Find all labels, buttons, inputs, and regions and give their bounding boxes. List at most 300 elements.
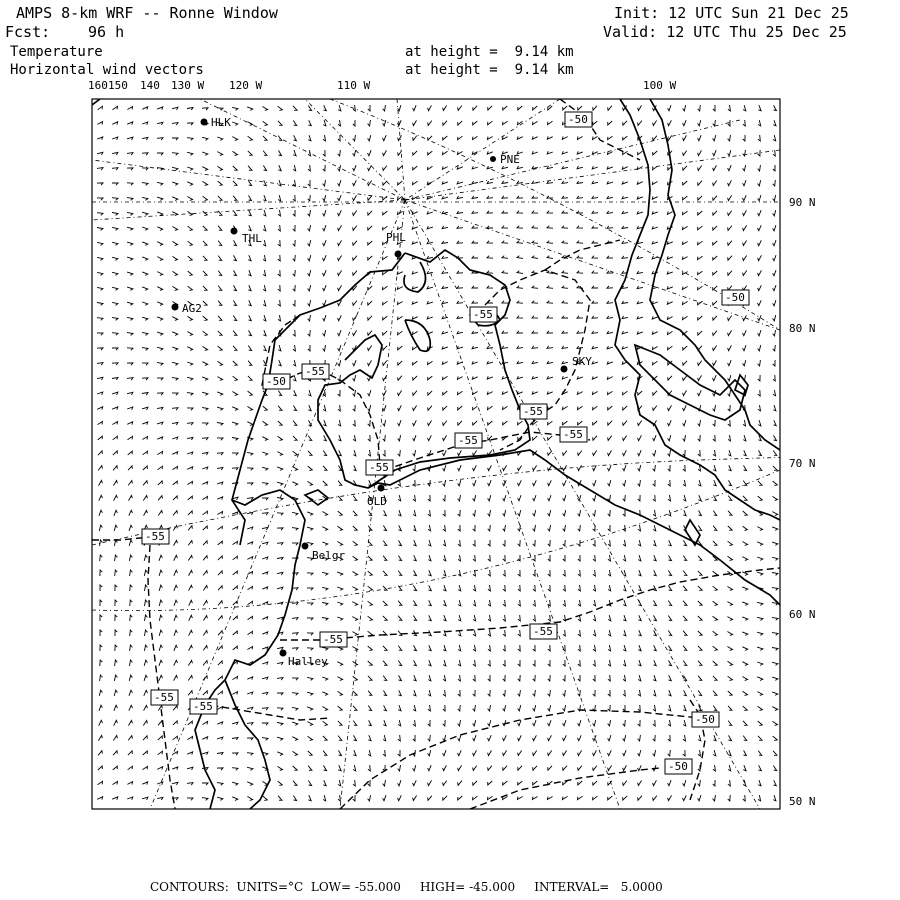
wind-vector: [653, 406, 657, 411]
wind-vector: [203, 316, 208, 320]
wind-vector: [458, 705, 461, 711]
wind-vector: [353, 691, 357, 695]
wind-vector: [458, 675, 461, 681]
wind-vector: [115, 660, 118, 666]
wind-vector: [668, 571, 671, 576]
wind-vector: [293, 360, 296, 366]
wind-vector: [292, 573, 298, 575]
wind-vector: [248, 601, 253, 604]
wind-vector: [548, 645, 550, 651]
wind-vector: [368, 750, 371, 756]
wind-vector: [368, 150, 372, 156]
wind-vector: [142, 302, 148, 305]
wind-vector: [278, 285, 280, 291]
wind-vector: [698, 676, 702, 681]
wind-vector: [547, 316, 553, 318]
wind-vector: [547, 136, 552, 139]
wind-vector: [144, 660, 147, 666]
wind-vector: [203, 496, 208, 499]
wind-vector: [743, 271, 747, 276]
wind-vector: [323, 451, 326, 456]
wind-vector: [608, 421, 612, 425]
wind-vector: [698, 150, 702, 155]
wind-vector: [203, 286, 207, 290]
wind-vector: [157, 257, 162, 261]
wind-vector: [593, 675, 595, 681]
wind-vector: [428, 600, 431, 605]
wind-vector: [682, 287, 687, 290]
wind-vector: [728, 375, 731, 381]
wind-vector: [232, 782, 238, 785]
wind-vector: [577, 151, 583, 154]
wind-vector: [758, 135, 760, 141]
wind-vector: [683, 750, 685, 756]
wind-vector: [772, 527, 778, 531]
wind-vector: [323, 315, 326, 321]
wind-vector: [322, 512, 327, 516]
wind-vector: [503, 495, 506, 501]
wind-vector: [428, 780, 432, 785]
wind-vector: [368, 676, 372, 680]
wind-vector: [442, 196, 448, 199]
wind-vector: [292, 618, 298, 621]
wind-vector: [413, 376, 417, 380]
wind-vector: [713, 165, 717, 170]
wind-vector: [218, 661, 222, 665]
wind-vector: [368, 616, 373, 620]
wind-vector: [713, 450, 716, 456]
wind-vector: [368, 631, 373, 635]
wind-vector: [413, 361, 418, 365]
wind-vector: [188, 511, 192, 515]
wind-vector: [398, 376, 402, 381]
wind-vector: [457, 301, 463, 303]
wind-vector: [668, 646, 671, 651]
wind-vector: [742, 677, 747, 681]
wind-vector: [142, 137, 148, 140]
wind-vector: [157, 122, 163, 125]
wind-vector: [233, 181, 237, 186]
wind-vector: [713, 405, 716, 411]
wind-vector: [307, 527, 313, 530]
wind-vector: [488, 465, 492, 470]
wind-vector: [368, 105, 370, 111]
wind-vector: [158, 721, 162, 726]
wind-vector: [578, 495, 581, 501]
wind-vector: [533, 495, 536, 501]
wind-vector: [532, 361, 538, 364]
wind-vector: [592, 346, 598, 349]
wind-vector: [158, 481, 162, 485]
wind-vector: [593, 436, 597, 441]
wind-vector: [652, 182, 657, 185]
wind-vector: [578, 421, 583, 425]
wind-vector: [308, 405, 311, 411]
wind-vector: [532, 211, 538, 213]
wind-vector: [458, 750, 462, 755]
wind-vector: [338, 240, 342, 245]
wind-vector: [142, 317, 148, 320]
wind-vector: [682, 226, 687, 229]
wind-vector: [353, 526, 357, 530]
wind-vector: [248, 285, 251, 291]
wind-vector: [698, 661, 702, 666]
wind-vector: [487, 241, 493, 243]
wind-vector: [698, 241, 703, 245]
wind-vector: [503, 540, 505, 546]
wind-vector: [277, 543, 283, 545]
wind-vector: [563, 421, 568, 425]
wind-vector: [443, 435, 447, 440]
wind-vector: [142, 348, 148, 351]
station-marker-sky: [561, 366, 568, 373]
wind-vector: [337, 542, 342, 546]
wind-vector: [653, 780, 657, 785]
wind-vector: [233, 361, 237, 365]
wind-vector: [698, 226, 703, 230]
wind-vector: [113, 436, 118, 440]
wind-vector: [353, 676, 358, 680]
wind-vector: [115, 615, 117, 621]
wind-vector: [292, 722, 298, 725]
wind-vector: [638, 421, 642, 426]
wind-vector: [458, 585, 461, 591]
wind-vector: [338, 780, 341, 786]
wind-vector: [293, 406, 296, 411]
wind-vector: [203, 661, 207, 666]
wind-vector: [218, 256, 222, 261]
station-ag2: AG2: [182, 302, 202, 315]
wind-vector: [383, 150, 387, 155]
contour-label: -55: [458, 434, 478, 447]
wind-vector: [157, 393, 163, 395]
wind-vector: [503, 585, 505, 591]
wind-vector: [638, 105, 642, 110]
wind-vector: [727, 617, 732, 621]
wind-vector: [218, 331, 222, 335]
wind-vector: [144, 705, 148, 710]
wind-vector: [323, 736, 327, 740]
wind-vector: [157, 347, 163, 350]
wind-vector: [608, 615, 611, 621]
wind-vector: [593, 585, 596, 591]
wind-vector: [443, 376, 448, 379]
wind-vector: [263, 225, 266, 231]
wind-vector: [758, 270, 762, 275]
contour-label: -55: [563, 428, 583, 441]
wind-vector: [668, 435, 671, 441]
wind-vector: [623, 555, 626, 561]
wind-vector: [562, 271, 568, 274]
wind-vector: [277, 708, 283, 711]
wind-vector: [518, 510, 521, 516]
wind-vector: [774, 435, 777, 440]
wind-vector: [713, 360, 717, 365]
wind-vector: [443, 765, 447, 770]
wind-vector: [442, 301, 448, 304]
wind-vector: [278, 436, 283, 440]
wind-vector: [458, 781, 462, 786]
wind-vector: [323, 345, 326, 351]
wind-vector: [562, 241, 568, 244]
wind-vector: [262, 467, 268, 470]
wind-vector: [293, 240, 296, 246]
wind-vector: [488, 585, 491, 591]
wind-vector: [323, 330, 326, 336]
wind-vector: [202, 783, 208, 785]
wind-vector: [503, 630, 505, 636]
wind-vector: [758, 240, 762, 245]
wind-vector: [683, 166, 687, 170]
wind-vector: [488, 600, 491, 606]
wind-vector: [488, 645, 491, 651]
wind-vector: [532, 241, 538, 244]
wind-vector: [398, 690, 401, 695]
wind-vector: [548, 751, 552, 756]
wind-vector: [277, 752, 282, 756]
wind-vector: [248, 616, 253, 619]
wind-vector: [157, 272, 162, 276]
wind-vector: [368, 256, 372, 260]
wind-vector: [143, 736, 147, 740]
station-marker-halley: [280, 650, 287, 657]
wind-vector: [398, 420, 401, 426]
wind-vector: [443, 510, 445, 516]
wind-vector: [548, 660, 550, 666]
wind-vector: [383, 556, 387, 561]
wind-vector: [157, 451, 162, 454]
wind-vector: [698, 735, 701, 741]
wind-vector: [743, 105, 746, 111]
wind-vector: [263, 180, 266, 185]
wind-vector: [758, 736, 762, 741]
wind-vector: [142, 153, 148, 155]
wind-vector: [728, 691, 732, 695]
wind-vector: [743, 721, 747, 726]
wind-vector: [232, 407, 238, 411]
wind-vector: [172, 752, 177, 755]
wind-vector: [683, 465, 685, 471]
wind-vector: [713, 780, 715, 786]
wind-vector: [383, 601, 387, 605]
wind-vector: [683, 735, 686, 741]
wind-vector: [129, 510, 133, 515]
wind-vector: [218, 241, 222, 246]
wind-vector: [638, 705, 640, 711]
wind-vector: [548, 705, 551, 711]
wind-vector: [563, 510, 566, 516]
wind-vector: [353, 211, 357, 216]
wind-vector: [518, 615, 520, 621]
wind-vector: [547, 286, 553, 289]
wind-vector: [368, 765, 370, 771]
wind-vector: [100, 630, 102, 636]
wind-vector: [758, 330, 761, 336]
wind-vector: [743, 526, 748, 530]
wind-vector: [248, 136, 253, 140]
wind-vector: [247, 557, 252, 560]
wind-vector: [623, 421, 627, 426]
wind-vector: [248, 361, 252, 366]
wind-vector: [622, 376, 627, 379]
wind-vector: [773, 420, 776, 425]
wind-vector: [533, 510, 536, 516]
wind-vector: [337, 617, 343, 620]
wind-vector: [562, 151, 568, 154]
wind-vector: [488, 480, 492, 486]
wind-vector: [773, 751, 777, 756]
wind-vector: [308, 195, 311, 201]
wind-vector: [533, 735, 537, 740]
wind-vector: [503, 421, 508, 425]
wind-vector: [622, 196, 628, 199]
wind-vector: [157, 227, 162, 231]
wind-vector: [683, 705, 686, 711]
wind-vector: [668, 705, 671, 711]
wind-vector: [234, 270, 237, 275]
wind-vector: [517, 256, 523, 259]
wind-vector: [503, 510, 506, 516]
wind-vector: [622, 226, 628, 229]
wind-vector: [503, 600, 506, 606]
wind-vector: [458, 765, 462, 770]
wind-vector: [713, 271, 717, 275]
wind-vector: [142, 393, 148, 396]
wind-vector: [443, 495, 446, 501]
wind-vector: [383, 586, 387, 590]
wind-vector: [114, 705, 118, 711]
wind-vector: [383, 676, 387, 681]
wind-vector: [218, 316, 222, 321]
wind-vector: [337, 602, 343, 605]
wind-vector: [637, 211, 643, 214]
wind-vector: [533, 675, 536, 681]
wind-vector: [353, 420, 355, 426]
wind-vector: [158, 751, 163, 755]
wind-vector: [398, 631, 402, 636]
wind-vector: [188, 226, 193, 230]
wind-vector: [428, 585, 431, 590]
wind-vector: [130, 630, 133, 636]
wind-vector: [503, 570, 505, 576]
wind-vector: [593, 615, 596, 621]
wind-vector: [743, 511, 748, 515]
wind-vector: [293, 285, 296, 291]
wind-vector: [100, 675, 103, 681]
wind-vector: [187, 138, 193, 141]
wind-vector: [97, 122, 102, 125]
wind-vector: [145, 585, 148, 591]
wind-vector: [217, 797, 223, 800]
wind-vector: [323, 270, 327, 276]
wind-vector: [413, 105, 417, 111]
wind-vector: [669, 660, 672, 665]
wind-vector: [683, 211, 688, 214]
wind-vector: [413, 151, 417, 155]
wind-vector: [217, 783, 223, 786]
wind-vector: [623, 585, 626, 591]
wind-vector: [623, 645, 626, 651]
wind-vector: [188, 676, 192, 681]
wind-vector: [607, 331, 613, 334]
wind-vector: [683, 556, 686, 561]
wind-vector: [563, 751, 567, 756]
wind-vector: [608, 570, 611, 576]
wind-vector: [442, 241, 448, 244]
wind-vector: [443, 660, 446, 666]
wind-vector: [443, 406, 447, 410]
wind-vector: [743, 795, 745, 801]
wind-vector: [743, 706, 748, 710]
wind-vector: [623, 781, 627, 786]
wind-vector: [517, 346, 523, 349]
wind-vector: [698, 256, 703, 259]
lat-label: 90 N: [789, 196, 816, 209]
wind-vector: [668, 750, 671, 756]
wind-vector: [428, 690, 431, 696]
wind-vector: [592, 286, 598, 288]
wind-vector: [593, 510, 596, 516]
wind-vector: [713, 676, 717, 680]
wind-vector: [427, 256, 433, 259]
wind-vector: [98, 421, 103, 424]
wind-vector: [653, 570, 656, 575]
wind-vector: [278, 240, 280, 246]
wind-vector: [473, 495, 476, 501]
wind-vector: [368, 691, 372, 696]
wind-vector: [398, 750, 400, 756]
wind-vector: [623, 540, 626, 546]
lat-label: 80 N: [789, 322, 816, 335]
wind-vector: [172, 167, 178, 170]
wind-vector: [187, 152, 193, 155]
wind-vector: [638, 735, 641, 741]
wind-vector: [130, 585, 133, 591]
wind-vector: [172, 452, 177, 455]
wind-vector: [442, 256, 448, 259]
wind-vector: [112, 227, 118, 230]
wind-vector: [247, 542, 252, 545]
wind-vector: [292, 737, 297, 741]
wind-vector: [293, 195, 295, 201]
wind-vector: [713, 211, 717, 215]
wind-vector: [713, 196, 717, 201]
wind-vector: [383, 661, 387, 666]
wind-vector: [547, 196, 553, 198]
wind-vector: [368, 706, 371, 711]
wind-vector: [698, 691, 701, 696]
wind-vector: [399, 675, 402, 680]
wind-vector: [129, 495, 133, 500]
wind-vector: [143, 721, 147, 726]
wind-vector: [472, 196, 478, 199]
wind-vector: [532, 166, 538, 169]
wind-vector: [713, 631, 718, 635]
wind-vector: [130, 570, 133, 576]
wind-vector: [413, 480, 415, 486]
wind-vector: [592, 226, 598, 228]
wind-vector: [698, 795, 701, 801]
wind-vector: [442, 331, 448, 334]
wind-vector: [727, 647, 732, 651]
wind-vector: [773, 496, 778, 500]
wind-vector: [637, 331, 643, 334]
wind-vector: [473, 750, 477, 755]
wind-vector: [203, 616, 207, 621]
wind-vector: [413, 765, 416, 771]
wind-vector: [413, 735, 415, 741]
wind-vector: [728, 271, 732, 276]
